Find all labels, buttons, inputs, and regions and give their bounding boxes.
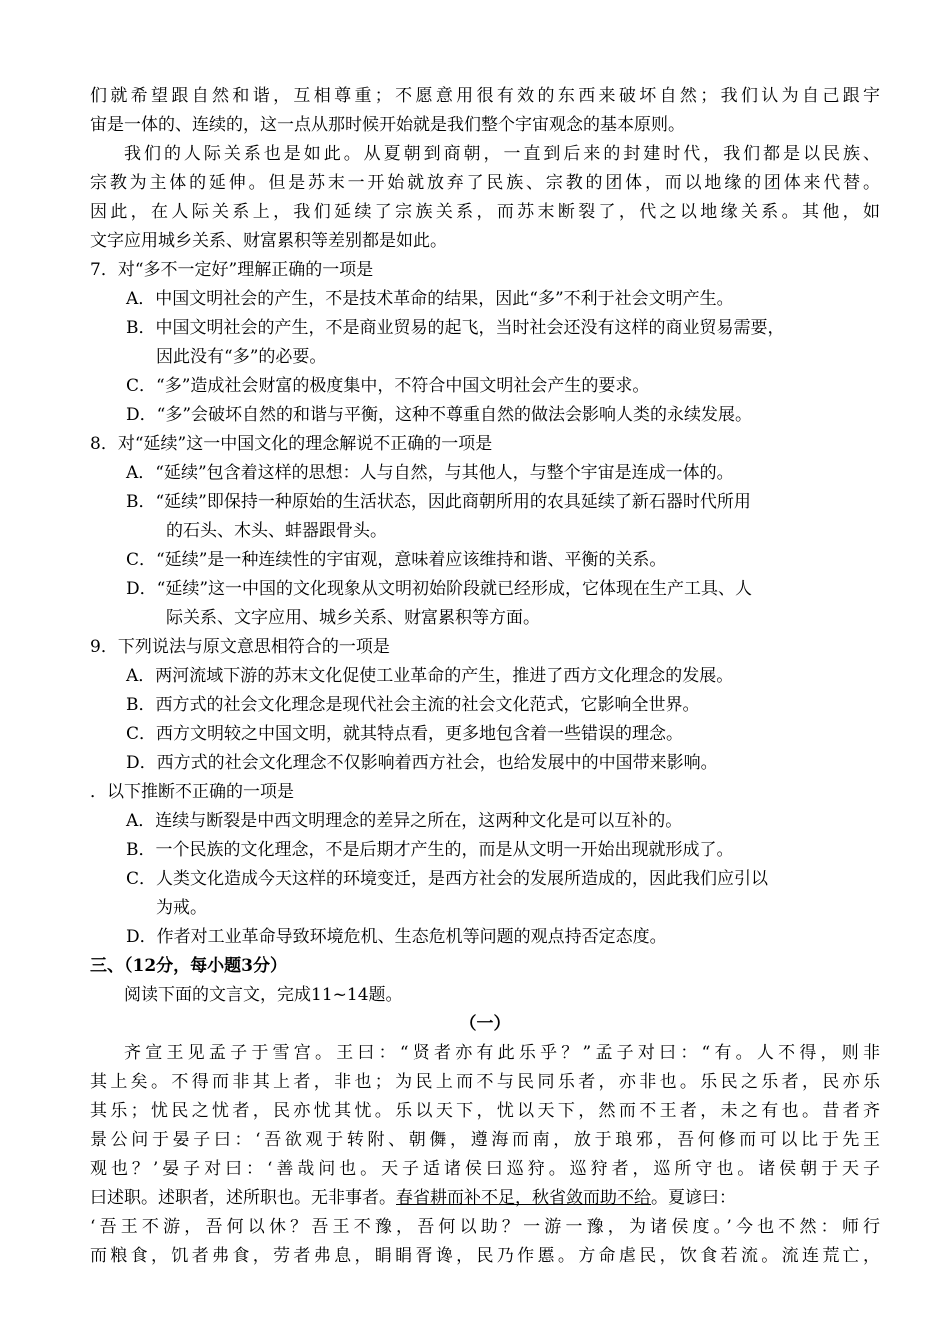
exam-page (90, 82, 880, 1271)
question-10-option-c-cont: 为戒。 (156, 898, 207, 918)
question-10-option-d: D．作者对工业革命导致环境危机、生态危机等问题的观点持否定态度。 (126, 927, 667, 947)
passage-line: 宗教为主体的延伸。但是苏末一开始就放弃了民族、宗教的团体，而以地缘的团体来代替。 (90, 173, 880, 193)
question-10-stem: ．以下推断不正确的一项是 (90, 782, 294, 802)
passage-line: 我们的人际关系也是如此。从夏朝到商朝，一直到后来的封建时代，我们都是以民族、 (124, 144, 880, 164)
question-8-option-c: C．“延续”是一种连续性的宇宙观，意味着应该维持和谐、平衡的关系。 (126, 550, 667, 570)
classical-text-line (90, 1184, 880, 1213)
question-8-option-a: A．“延续”包含着这样的思想：人与自然，与其他人，与整个宇宙是连成一体的。 (126, 463, 734, 483)
question-8-option-b-cont: 的石头、木头、蚌器跟骨头。 (166, 521, 387, 541)
question-8-option-b: B．“延续”即保持一种原始的生活状态，因此商朝所用的农具延续了新石器时代所用 (126, 492, 751, 512)
question-7-option-b: B．中国文明社会的产生，不是商业贸易的起飞，当时社会还没有这样的商业贸易需要， (126, 318, 785, 338)
question-9-stem: 9．下列说法与原文意思相符合的一项是 (90, 637, 390, 657)
underlined-sentence: 春省耕而补不足，秋省敛而助不给 (396, 1188, 651, 1208)
question-9-option-d: D．西方式的社会文化理念不仅影响着西方社会，也给发展中的中国带来影响。 (126, 753, 718, 773)
question-10-option-a: A．连续与断裂是中西文明理念的差异之所在，这两种文化是可以互补的。 (126, 811, 683, 831)
question-8-stem: 8．对“延续”这一中国文化的理念解说不正确的一项是 (90, 434, 493, 454)
section-instruction: 阅读下面的文言文，完成11~14题。 (124, 985, 403, 1005)
classical-text-line: 其上矣。不得而非其上者，非也；为民上而不与民同乐者，亦非也。乐民之乐者，民亦乐 (90, 1072, 880, 1092)
question-7-stem: 7．对“多不一定好”理解正确的一项是 (90, 260, 374, 280)
question-10-option-c: C．人类文化造成今天这样的环境变迁，是西方社会的发展所造成的，因此我们应引以 (126, 869, 769, 889)
classical-text-line: 观也？’晏子对曰：‘善哉问也。天子适诸侯曰巡狩。巡狩者，巡所守也。诸侯朝于天子 (90, 1159, 880, 1179)
classical-text-line: 景公问于晏子曰：‘吾欲观于转附、朝儛，遵海而南，放于琅邪，吾何修而可以比于先王 (90, 1130, 880, 1150)
classical-text-line: 其乐；忧民之忧者，民亦忧其忧。乐以天下，忧以天下，然而不王者，未之有也。昔者齐 (90, 1101, 880, 1121)
classical-text-segment: 曰述职。述职者，述所职也。无非事者。 (90, 1188, 396, 1208)
question-9-option-c: C．西方文明较之中国文明，就其特点看，更多地包含着一些错误的理念。 (126, 724, 684, 744)
question-10-option-b: B．一个民族的文化理念，不是后期才产生的，而是从文明一开始出现就形成了。 (126, 840, 734, 860)
question-7-option-d: D．“多”会破坏自然的和谐与平衡，这种不尊重自然的做法会影响人类的永续发展。 (126, 405, 753, 425)
question-9-option-b: B．西方式的社会文化理念是现代社会主流的社会文化范式，它影响全世界。 (126, 695, 700, 715)
question-7-option-a: A．中国文明社会的产生，不是技术革命的结果，因此“多”不利于社会文明产生。 (126, 289, 734, 309)
question-8-option-d: D．“延续”这一中国的文化现象从文明初始阶段就已经形成，它体现在生产工具、人 (126, 579, 753, 599)
classical-text-segment: 。夏谚曰： (651, 1188, 736, 1208)
passage-line: 们就希望跟自然和谐，互相尊重；不愿意用很有效的东西来破坏自然；我们认为自己跟宇 (90, 86, 880, 106)
question-7-option-b-cont: 因此没有“多”的必要。 (156, 347, 327, 367)
passage-line: 宙是一体的、连续的，这一点从那时候开始就是我们整个宇宙观念的基本原则。 (90, 115, 685, 135)
passage-line: 文字应用城乡关系、财富累积等差别都是如此。 (90, 231, 447, 251)
classical-text-line: 齐宣王见孟子于雪宫。王曰：“贤者亦有此乐乎？”孟子对曰：“有。人不得，则非 (124, 1043, 880, 1063)
passage-line: 因此，在人际关系上，我们延续了宗族关系，而苏末断裂了，代之以地缘关系。其他，如 (90, 202, 880, 222)
question-9-option-a: A．两河流域下游的苏末文化促使工业革命的产生，推进了西方文化理念的发展。 (126, 666, 734, 686)
question-8-option-d-cont: 际关系、文字应用、城乡关系、财富累积等方面。 (166, 608, 540, 628)
classical-text-line: ‘吾王不游，吾何以休？吾王不豫，吾何以助？一游一豫，为诸侯度。’今也不然：师行 (90, 1217, 880, 1237)
passage-subtitle: （一） (459, 1014, 511, 1034)
section-heading: 三、（12分，每小题3分） (90, 956, 287, 976)
question-7-option-c: C．“多”造成社会财富的极度集中，不符合中国文明社会产生的要求。 (126, 376, 650, 396)
classical-text-line: 而粮食，饥者弗食，劳者弗息，睊睊胥谗，民乃作慝。方命虐民，饮食若流。流连荒亡， (90, 1246, 880, 1266)
